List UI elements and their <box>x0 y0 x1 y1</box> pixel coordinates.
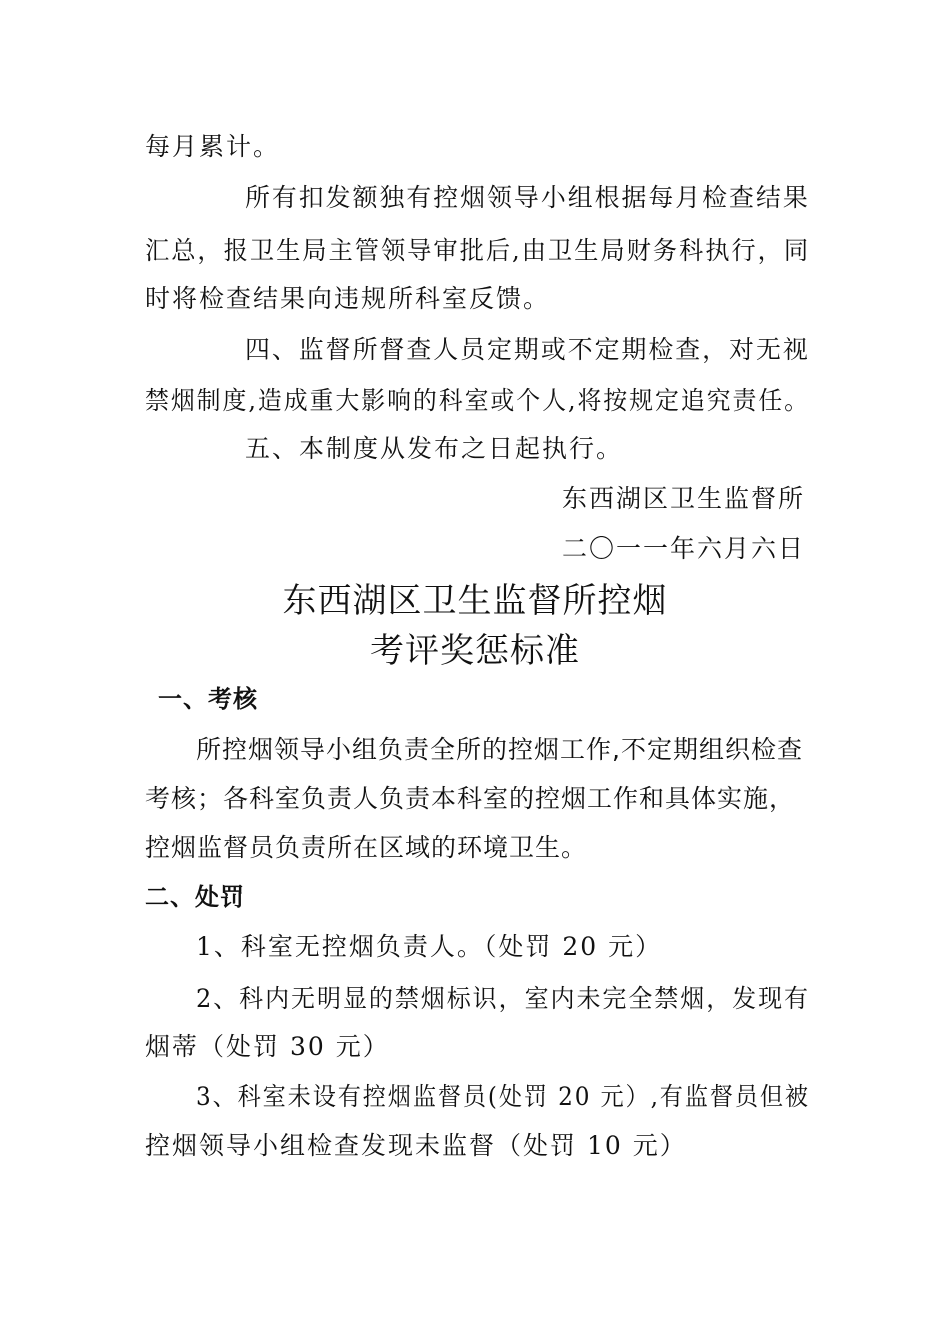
text-line: 汇总，报卫生局主管领导审批后,由卫生局财务科执行，同 <box>145 236 811 265</box>
text-line: 每月累计。 <box>145 132 281 161</box>
document-subtitle: 考评奖惩标准 <box>370 631 580 671</box>
signature-date: 二〇一一年六月六日 <box>561 534 805 563</box>
section-heading: 二、处罚 <box>145 883 245 911</box>
text-line: 2、科内无明显的禁烟标识，室内未完全禁烟，发现有 <box>196 984 811 1013</box>
text-line: 所有扣发额独有控烟领导小组根据每月检查结果 <box>245 183 810 212</box>
text-line: 控烟监督员负责所在区域的环境卫生。 <box>145 833 588 862</box>
document-title: 东西湖区卫生监督所控烟 <box>282 581 668 621</box>
text-line: 禁烟制度,造成重大影响的科室或个人,将按规定追究责任。 <box>145 386 811 415</box>
text-line: 考核；各科室负责人负责本科室的控烟工作和具体实施， <box>145 784 796 813</box>
signature-organization: 东西湖区卫生监督所 <box>561 484 805 513</box>
text-line: 所控烟领导小组负责全所的控烟工作,不定期组织检查 <box>196 735 803 764</box>
text-line: 1、科室无控烟负责人。（处罚 20 元） <box>196 932 663 961</box>
text-line: 3、科室未设有控烟监督员(处罚 20 元）,有监督员但被 <box>196 1082 810 1111</box>
text-line: 烟蒂（处罚 30 元） <box>145 1032 390 1061</box>
section-heading: 一、考核 <box>158 685 258 713</box>
text-line: 四、监督所督查人员定期或不定期检查，对无视 <box>245 335 810 364</box>
text-line: 控烟领导小组检查发现未监督（处罚 10 元） <box>145 1131 687 1160</box>
text-line: 五、本制度从发布之日起执行。 <box>245 434 624 463</box>
text-line: 时将检查结果向违规所科室反馈。 <box>145 284 551 313</box>
